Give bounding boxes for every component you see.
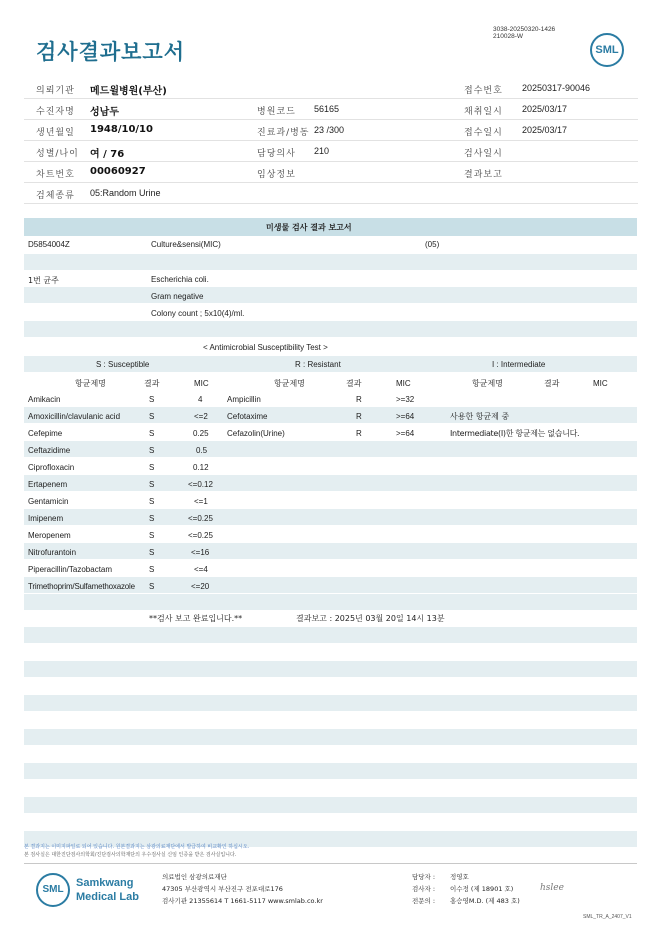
drug-name: Ertapenem — [28, 480, 68, 489]
col-result-header: 결과 — [544, 379, 560, 388]
field-value: 1948/10/10 — [90, 124, 153, 135]
page-title: 검사결과보고서 — [36, 40, 186, 64]
col-drug-header: 항균제명 — [472, 379, 503, 388]
col-drug-header: 항균제명 — [75, 379, 106, 388]
drug-result: R — [356, 412, 362, 421]
field-value: 2025/03/17 — [522, 104, 568, 114]
field-label: 검사일시 — [464, 149, 503, 159]
header-row — [24, 78, 638, 99]
organism-gram: Gram negative — [151, 292, 204, 301]
footer-notice: 본 결과지는 이미지파일로 되어 있습니다. 원본결과지는 삼광의료재단에서 발급하여 비교확인 하십시오. — [24, 844, 250, 850]
field-label: 병원코드 — [257, 107, 296, 117]
drug-mic: 0.25 — [193, 429, 209, 438]
drug-name: Cefazolin(Urine) — [227, 429, 285, 438]
drug-mic: 0.12 — [193, 463, 209, 472]
drug-name: Cefotaxime — [227, 412, 268, 421]
drug-result: S — [149, 565, 155, 574]
drug-name: Trimethoprim/Sulfamethoxazole — [28, 582, 135, 591]
footer-divider — [24, 863, 637, 864]
drug-result: S — [149, 463, 155, 472]
footer-certification: 본 검사실은 대한진단검사의학회/진단검사의학재단의 우수검사실 신임 인증을 받은 검사실입니다. — [24, 852, 237, 858]
drug-name: Piperacillin/Tazobactam — [28, 565, 113, 574]
staff-name: 홍승영M.D. (제 483 호) — [450, 897, 520, 905]
drug-result: S — [149, 497, 155, 506]
drug-result: R — [356, 429, 362, 438]
header-row — [24, 183, 638, 204]
drug-result: S — [149, 531, 155, 540]
report-complete-text: **검사 보고 완료입니다.** — [149, 614, 243, 623]
drug-name: Cefepime — [28, 429, 63, 438]
row-band — [24, 797, 637, 813]
drug-mic: <=1 — [194, 497, 208, 506]
row-band — [24, 627, 637, 643]
row-band — [24, 729, 637, 745]
drug-name: Amikacin — [28, 395, 61, 404]
intermediate-note: Intermediate(I)한 항균제는 없습니다. — [450, 429, 580, 438]
field-label: 수진자명 — [36, 107, 75, 117]
drug-mic: <=16 — [191, 548, 210, 557]
organism-label: 1번 균주 — [28, 276, 59, 285]
drug-mic: <=0.25 — [188, 514, 213, 523]
drug-mic: 0.5 — [196, 446, 208, 455]
drug-mic: 4 — [198, 395, 203, 404]
drug-name: Amoxicillin/clavulanic acid — [28, 412, 121, 421]
field-value: 여 / 76 — [90, 149, 125, 160]
drug-mic: <=0.25 — [188, 531, 213, 540]
field-label: 결과보고 — [464, 170, 503, 180]
ast-title: < Antimicrobial Susceptibility Test > — [203, 343, 328, 352]
field-label: 성별/나이 — [36, 149, 79, 159]
row-band — [24, 763, 637, 779]
intermediate-note: 사용한 항균제 중 — [450, 412, 510, 421]
drug-result: S — [149, 446, 155, 455]
row-band — [24, 287, 637, 303]
drug-name: Ciprofloxacin — [28, 463, 75, 472]
field-value: 05:Random Urine — [90, 188, 161, 198]
drug-result: S — [149, 514, 155, 523]
field-value: 2025/03/17 — [522, 125, 568, 135]
field-label: 담당의사 — [257, 149, 296, 159]
drug-mic: <=4 — [194, 565, 208, 574]
drug-name: Ceftazidime — [28, 446, 71, 455]
col-result-header: 결과 — [346, 379, 362, 388]
legend-resistant: R : Resistant — [295, 360, 341, 369]
staff-role: 검사자 : — [412, 885, 436, 893]
drug-result: S — [149, 429, 155, 438]
row-band — [24, 441, 637, 457]
staff-role: 전문의 : — [412, 897, 436, 905]
col-result-header: 결과 — [144, 379, 160, 388]
header-row — [24, 99, 638, 120]
field-label: 채취일시 — [464, 107, 503, 117]
field-label: 임상정보 — [257, 170, 296, 180]
row-band — [24, 543, 637, 559]
doctor-signature: hslee — [540, 883, 564, 893]
field-label: 의뢰기관 — [36, 86, 75, 96]
report-barcode-text: 3038-20250320-1426 — [493, 26, 556, 33]
row-band — [24, 509, 637, 525]
drug-result: S — [149, 548, 155, 557]
organism-name: Escherichia coli. — [151, 275, 209, 284]
staff-name: 이수정 (제 18901 호) — [450, 885, 514, 893]
drug-mic: <=20 — [191, 582, 210, 591]
organism-colony: Colony count ; 5x10(4)/ml. — [151, 309, 245, 318]
drug-result: S — [149, 395, 155, 404]
field-label: 생년월일 — [36, 128, 75, 138]
row-band — [24, 695, 637, 711]
header-row — [24, 162, 638, 183]
specimen-code: D5854004Z — [28, 240, 70, 249]
col-mic-header: MIC — [396, 379, 411, 388]
row-band — [24, 254, 637, 270]
lab-name-line2: Medical Lab — [76, 891, 139, 903]
drug-result: S — [149, 412, 155, 421]
drug-name: Meropenem — [28, 531, 71, 540]
drug-name: Gentamicin — [28, 497, 69, 506]
form-code: SML_TR_A_2407_V1 — [583, 914, 632, 920]
field-value: 성남두 — [90, 107, 119, 118]
header-row — [24, 141, 638, 162]
col-mic-header: MIC — [194, 379, 209, 388]
drug-mic: >=64 — [396, 412, 415, 421]
report-heading: 미생물 검사 결과 보고서 — [266, 223, 352, 232]
drug-result: S — [149, 480, 155, 489]
col-mic-header: MIC — [593, 379, 608, 388]
field-label: 접수일시 — [464, 128, 503, 138]
drug-result: S — [149, 582, 155, 591]
field-value: 20250317-90046 — [522, 83, 591, 93]
report-time: 결과보고 : 2025년 03월 20일 14시 13분 — [296, 614, 445, 623]
report-sub-code: 210028-W — [493, 33, 523, 40]
field-value: 23 /300 — [314, 125, 345, 135]
staff-role: 담당자 : — [412, 873, 436, 881]
row-band — [24, 661, 637, 677]
org-contact: 검사기관 21355614 T 1661-5117 www.smlab.co.kr — [162, 897, 323, 905]
test-code: (05) — [425, 240, 440, 249]
sml-logo-icon: SML — [590, 33, 624, 67]
drug-mic: >=64 — [396, 429, 415, 438]
field-value: 메드윌병원(부산) — [90, 86, 167, 97]
samkwang-logo-icon: SML — [36, 873, 70, 907]
field-label: 접수번호 — [464, 86, 503, 96]
col-drug-header: 항균제명 — [274, 379, 305, 388]
field-value: 210 — [314, 146, 330, 156]
field-label: 차트번호 — [36, 170, 75, 180]
drug-mic: >=32 — [396, 395, 415, 404]
drug-name: Nitrofurantoin — [28, 548, 77, 557]
field-value: 56165 — [314, 104, 340, 114]
drug-name: Ampicillin — [227, 395, 261, 404]
drug-mic: <=2 — [194, 412, 208, 421]
test-name: Culture&sensi(MIC) — [151, 240, 221, 249]
drug-mic: <=0.12 — [188, 480, 213, 489]
row-band — [24, 594, 637, 610]
field-value: 00060927 — [90, 166, 146, 177]
row-band — [24, 475, 637, 491]
header-row — [24, 120, 638, 141]
legend-susceptible: S : Susceptible — [96, 360, 150, 369]
drug-name: Imipenem — [28, 514, 64, 523]
org-address: 47305 부산광역시 부산진구 전포대로176 — [162, 885, 283, 893]
lab-name-line1: Samkwang — [76, 877, 134, 889]
legend-intermediate: I : Intermediate — [492, 360, 546, 369]
field-label: 진료과/병동 — [257, 128, 310, 138]
drug-result: R — [356, 395, 362, 404]
row-band — [24, 321, 637, 337]
org-name: 의료법인 삼광의료재단 — [162, 873, 227, 881]
staff-name: 정영호 — [450, 873, 469, 881]
field-label: 검체종류 — [36, 191, 75, 201]
